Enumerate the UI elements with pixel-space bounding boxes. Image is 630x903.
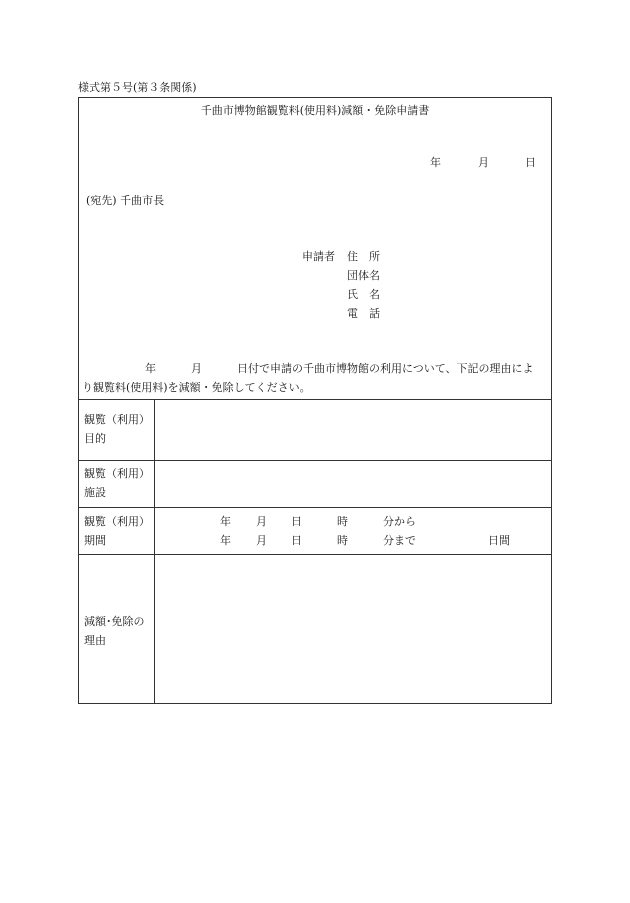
statement-month: 月 xyxy=(191,362,202,375)
divider xyxy=(79,554,551,555)
date-day: 日 xyxy=(525,156,536,169)
reason-label-1: 減額･免除の xyxy=(84,615,145,628)
period-from-month: 月 xyxy=(256,515,267,528)
application-form xyxy=(78,97,552,704)
applicant-phone: 電 話 xyxy=(347,307,380,320)
period-to-day: 日 xyxy=(291,534,302,547)
purpose-label-1: 観覧（利用） xyxy=(84,413,150,426)
date-year: 年 xyxy=(430,156,441,169)
period-to-month: 月 xyxy=(256,534,267,547)
purpose-label-2: 目的 xyxy=(84,432,106,445)
period-from-hour: 時 xyxy=(337,515,348,528)
period-label-2: 期間 xyxy=(84,534,106,547)
statement-text-1: 日付で申請の千曲市博物館の利用について、下記の理由によ xyxy=(237,362,534,375)
period-from-minute: 分から xyxy=(383,515,416,528)
statement-text-2: り観覧料(使用料)を減額・免除してください。 xyxy=(82,381,311,394)
applicant-group: 団体名 xyxy=(347,269,380,282)
applicant-address: 住 所 xyxy=(347,250,380,263)
period-days: 日間 xyxy=(488,534,510,547)
divider xyxy=(79,399,551,400)
period-to-hour: 時 xyxy=(337,534,348,547)
date-month: 月 xyxy=(478,156,489,169)
addressee: (宛先) 千曲市長 xyxy=(86,194,165,207)
label-column-divider xyxy=(154,399,155,703)
reason-label-2: 理由 xyxy=(84,634,106,647)
period-from-day: 日 xyxy=(291,515,302,528)
applicant-name: 氏 名 xyxy=(347,288,380,301)
period-label-1: 観覧（利用） xyxy=(84,515,150,528)
period-to-minute: 分まで xyxy=(383,534,416,547)
form-title: 千曲市博物館観覧料(使用料)減額・免除申請書 xyxy=(200,104,430,117)
divider xyxy=(79,460,551,461)
applicant-label: 申請者 xyxy=(302,250,335,263)
facility-label-1: 観覧（利用） xyxy=(84,467,150,480)
period-to-year: 年 xyxy=(220,534,231,547)
period-from-year: 年 xyxy=(220,515,231,528)
form-number: 様式第５号(第３条関係) xyxy=(78,81,197,94)
facility-label-2: 施設 xyxy=(84,486,106,499)
divider xyxy=(79,507,551,508)
statement-year: 年 xyxy=(145,362,156,375)
